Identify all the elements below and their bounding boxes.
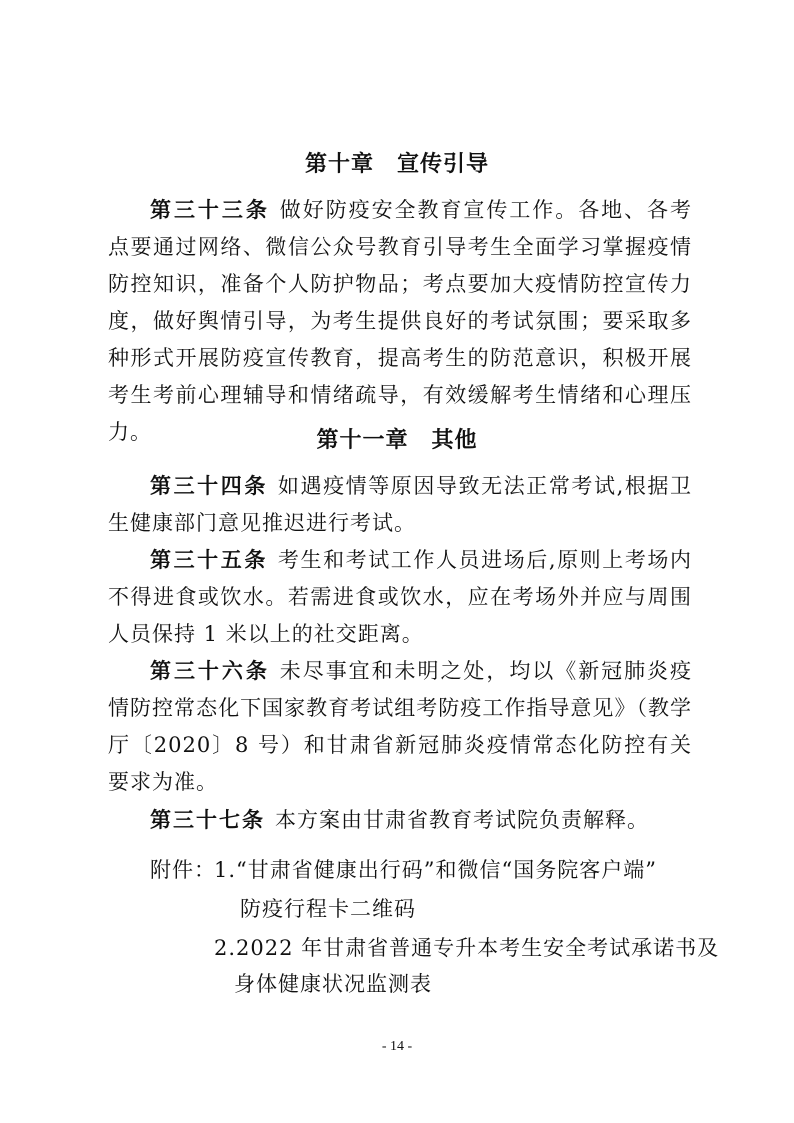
article-37-label: 第三十七条 xyxy=(150,808,265,832)
article-34 xyxy=(108,468,692,542)
article-36-label: 第三十六条 xyxy=(150,659,270,683)
page-number: - 14 - xyxy=(381,1039,413,1054)
article-34-text: 如遇疫情等原因导致无法正常考试,根据卫生健康部门意见推迟进行考试。 xyxy=(108,474,692,535)
article-33-label: 第三十三条 xyxy=(150,198,270,222)
attachments-label: 附件： xyxy=(150,858,216,882)
chapter-11-heading: 第十一章 其他 xyxy=(316,428,478,453)
attachment-1-line-2: 防疫行程卡二维码 xyxy=(240,897,416,921)
article-35-label: 第三十五条 xyxy=(150,548,268,572)
attachment-2-line-1: 2.2022 年甘肃省普通专升本考生安全考试承诺书及 xyxy=(214,936,720,960)
attachment-1-line-1: 1.“甘肃省健康出行码”和微信“国务院客户端” xyxy=(214,858,657,882)
article-33-text: 做好防疫安全教育宣传工作。各地、各考点要通过网络、微信公众号教育引导考生全面学习掌握疫情防控知识，准备个人防护物品；考点要加大疫情防控宣传力度，做好舆情引导，为考生提供良好的考试氛围；要采取多种形式开展防疫宣传教育，提高考生的防范意识，积极开展考生考前心理辅导和情绪疏导，有效缓解考生情绪和心理压力。 xyxy=(108,198,693,444)
article-36 xyxy=(108,653,692,801)
article-36-text: 未尽事宜和未明之处，均以《新冠肺炎疫情防控常态化下国家教育考试组考防疫工作指导意见》（教学厅〔2020〕8 号）和甘肃省新冠肺炎疫情常态化防控有关要求为准。 xyxy=(108,659,693,794)
article-37-text: 本方案由甘肃省教育考试院负责解释。 xyxy=(275,808,649,832)
article-34-label: 第三十四条 xyxy=(150,474,268,498)
article-33 xyxy=(108,192,692,451)
article-35 xyxy=(108,542,692,653)
attachment-2-line-2: 身体健康状况监测表 xyxy=(234,972,432,996)
article-35-text: 考生和考试工作人员进场后,原则上考场内不得进食或饮水。若需进食或饮水，应在考场外并应与周围人员保持 1 米以上的社交距离。 xyxy=(108,548,692,646)
article-37 xyxy=(108,802,692,839)
chapter-10-heading: 第十章 宣传引导 xyxy=(304,152,489,177)
